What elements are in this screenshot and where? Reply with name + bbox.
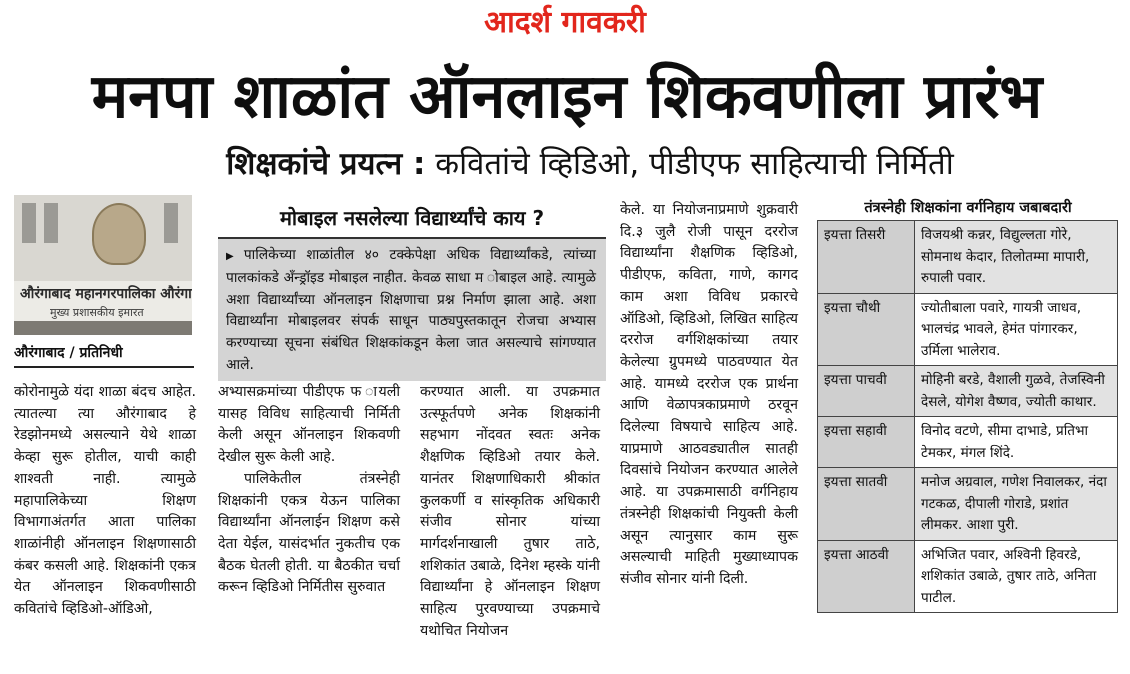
table-cell-teachers: विनोद वटणे, सीमा दाभाडे, प्रतिभा टेमकर, मंगल शिंदे.: [915, 417, 1118, 468]
sidebar-box-title: मोबाइल नसलेल्या विद्यार्थ्यांचे काय ?: [279, 206, 545, 230]
article-column-4: [620, 200, 798, 591]
article-paragraph: कोरोनामुळे यंदा शाळा बंदच आहेत. त्यातल्या त्या औरंगाबाद हे रेडझोनमध्ये असल्याने येथे शाळा केव्हा सुरू होतील, याची काही शाश्वती नाही. त्यामुळे महापालिकेच्या शिक्षण विभागाअंतर्गत आता पालिका शाळांनीही ऑनलाइन शिक्षणासाठी कंबर कसली आहे. शिक्षकांनी एकत्र येत ऑनलाइन शिकवणीसाठी कवितांचे व्हिडिओ-ऑडिओ,: [14, 384, 196, 618]
table-row: [818, 293, 1118, 366]
table-cell-standard: इयत्ता सातवी: [818, 468, 915, 541]
table-cell-standard: इयत्ता आठवी: [818, 540, 915, 613]
article-paragraph: अभ्यासक्रमांच्या पीडीएफ फ ायली यासह विविध साहित्याची निर्मिती केली असून ऑनलाइन शिकवणी देखील सुरू केली आहे.: [218, 384, 400, 466]
article-column-2: [218, 382, 400, 599]
table-cell-teachers: मोहिनी बरडे, वैशाली गुळवे, तेजस्विनी देसले, योगेश वैष्णव, ज्योती काथार.: [915, 366, 1118, 417]
article-paragraph: पालिकेतील तंत्रस्नेही शिक्षकांनी एकत्र येऊन पालिका विद्यार्थ्यांना ऑनलाईन शिक्षण कसे देता येईल, यासंदर्भात नुकतीच एक बैठक घेतली होती. या बैठकीत चर्चा करून व्हिडिओ निर्मितीस सुरुवात: [218, 470, 400, 596]
article-paragraph: केले. या नियोजनाप्रमाणे शुक्रवारी दि.३ जुलै रोजी पासून दररोज विद्यार्थ्यांना शैक्षणिक व्हिडिओ, पीडीएफ, कविता, गाणे, कागद काम अशा विविध प्रकारचे ऑडिओ, व्हिडिओ, लिखित साहित्य दररोज वर्गशिक्षकांच्या तयार केलेल्या ग्रुपमध्ये पाठवण्यात येत आहे. यामध्ये दररोज एक प्रार्थना आणि वेळापत्रकाप्रमाणे ठरवून दिलेल्या विषयाचे साहित्य आहे. याप्रमाणे आठवड्यातील सातही दिवसांचे नियोजन करण्यात आलेले आहे. या उपक्रमासाठी वर्गनिहाय तंत्रस्नेही शिक्षकांची नियुक्ती केली असून त्यानुसार काम सुरू असल्याची माहिती मुख्याध्यापक संजीव सोनार यांनी दिली.: [620, 202, 798, 587]
subheadline-rest: कवितांचे व्हिडिओ, पीडीएफ साहित्याची निर्मिती: [435, 146, 954, 182]
arrow-bullet-icon: ▶: [226, 251, 240, 262]
table-row: [818, 417, 1118, 468]
table-row: [818, 540, 1118, 613]
subheadline-lead: शिक्षकांचे प्रयत्न :: [226, 146, 426, 182]
newspaper-masthead: आदर्श गावकरी: [484, 5, 646, 40]
dateline: औरंगाबाद / प्रतिनिधी: [14, 345, 123, 361]
headline: मनपा शाळांत ऑनलाइन शिकवणीला प्रारंभ: [91, 61, 1043, 132]
table-cell-standard: इयत्ता पाचवी: [818, 366, 915, 417]
building-photo: [14, 195, 192, 335]
table-cell-teachers: विजयश्री कन्नर, विद्युल्लता गोरे, सोमनाथ केदार, तिलोतम्मा मापारी, रुपाली पवार.: [915, 221, 1118, 294]
duty-table-title: तंत्रस्नेही शिक्षकांना वर्गनिहाय जबाबदारी: [864, 200, 1072, 216]
photo-sign-line1: औरंगाबाद महानगरपालिका औरंगा: [20, 286, 192, 302]
table-row: [818, 221, 1118, 294]
emblem-icon: [92, 203, 146, 265]
sidebar-box-text: पालिकेच्या शाळांतील ४० टक्केपेक्षा अधिक विद्यार्थ्यांकडे, त्यांच्या पालकांकडे अँन्ड्रॉइड मोबाइल नाहीत. केवळ साधा म ोबाइल आहे. त्यामुळे अशा विद्यार्थ्यांच्या ऑनलाइन शिक्षणाचा प्रश्न निर्माण झाला आहे. अशा विद्यार्थ्यांना मोबाइलवर संपर्क साधून पाठ्यपुस्तकातून रोजचा अभ्यास करण्याच्या सूचना संबंधित शिक्षकांकडून केला जात असल्याचे सांगण्यात आले.: [226, 247, 596, 373]
duty-table: [817, 220, 1118, 613]
article-paragraph: करण्यात आली. या उपक्रमात उत्स्फूर्तपणे अनेक शिक्षकांनी सहभाग नोंदवत स्वतः अनेक शैक्षणिक व्हिडिओ तयार केले. यानंतर शिक्षणाधिकारी श्रीकांत कुलकर्णी व सांस्कृतिक अधिकारी संजीव सोनार यांच्या मार्गदर्शनाखाली तुषार ताठे, शशिकांत उबाळे, दिनेश म्हस्के यांनी विद्यार्थ्यांना हे ऑनलाइन शिक्षण साहित्य पुरवण्याच्या उपक्रमाचे यथोचित नियोजन: [420, 384, 600, 639]
table-cell-teachers: मनोज अग्रवाल, गणेश निवालकर, नंदा गटकळ, दीपाली गोराडे, प्रशांत लीमकर. आशा पुरी.: [915, 468, 1118, 541]
table-cell-standard: इयत्ता चौथी: [818, 293, 915, 366]
table-cell-teachers: अभिजित पवार, अश्विनी हिवरडे, शशिकांत उबाळे, तुषार ताठे, अनिता पाटील.: [915, 540, 1118, 613]
table-cell-teachers: ज्योतीबाला पवारे, गायत्री जाधव, भालचंद्र भावले, हेमंत पांगारकर, उर्मिला भालेराव.: [915, 293, 1118, 366]
subheadline: [110, 140, 1070, 188]
article-column-1: [14, 382, 196, 621]
table-row: [818, 366, 1118, 417]
table-cell-standard: इयत्ता सहावी: [818, 417, 915, 468]
table-cell-standard: इयत्ता तिसरी: [818, 221, 915, 294]
photo-sign-line2: मुख्य प्रशासकीय इमारत: [50, 306, 144, 319]
table-row: [818, 468, 1118, 541]
dateline-divider: [14, 366, 194, 368]
sidebar-box: [218, 237, 606, 381]
article-column-3: [420, 382, 600, 642]
